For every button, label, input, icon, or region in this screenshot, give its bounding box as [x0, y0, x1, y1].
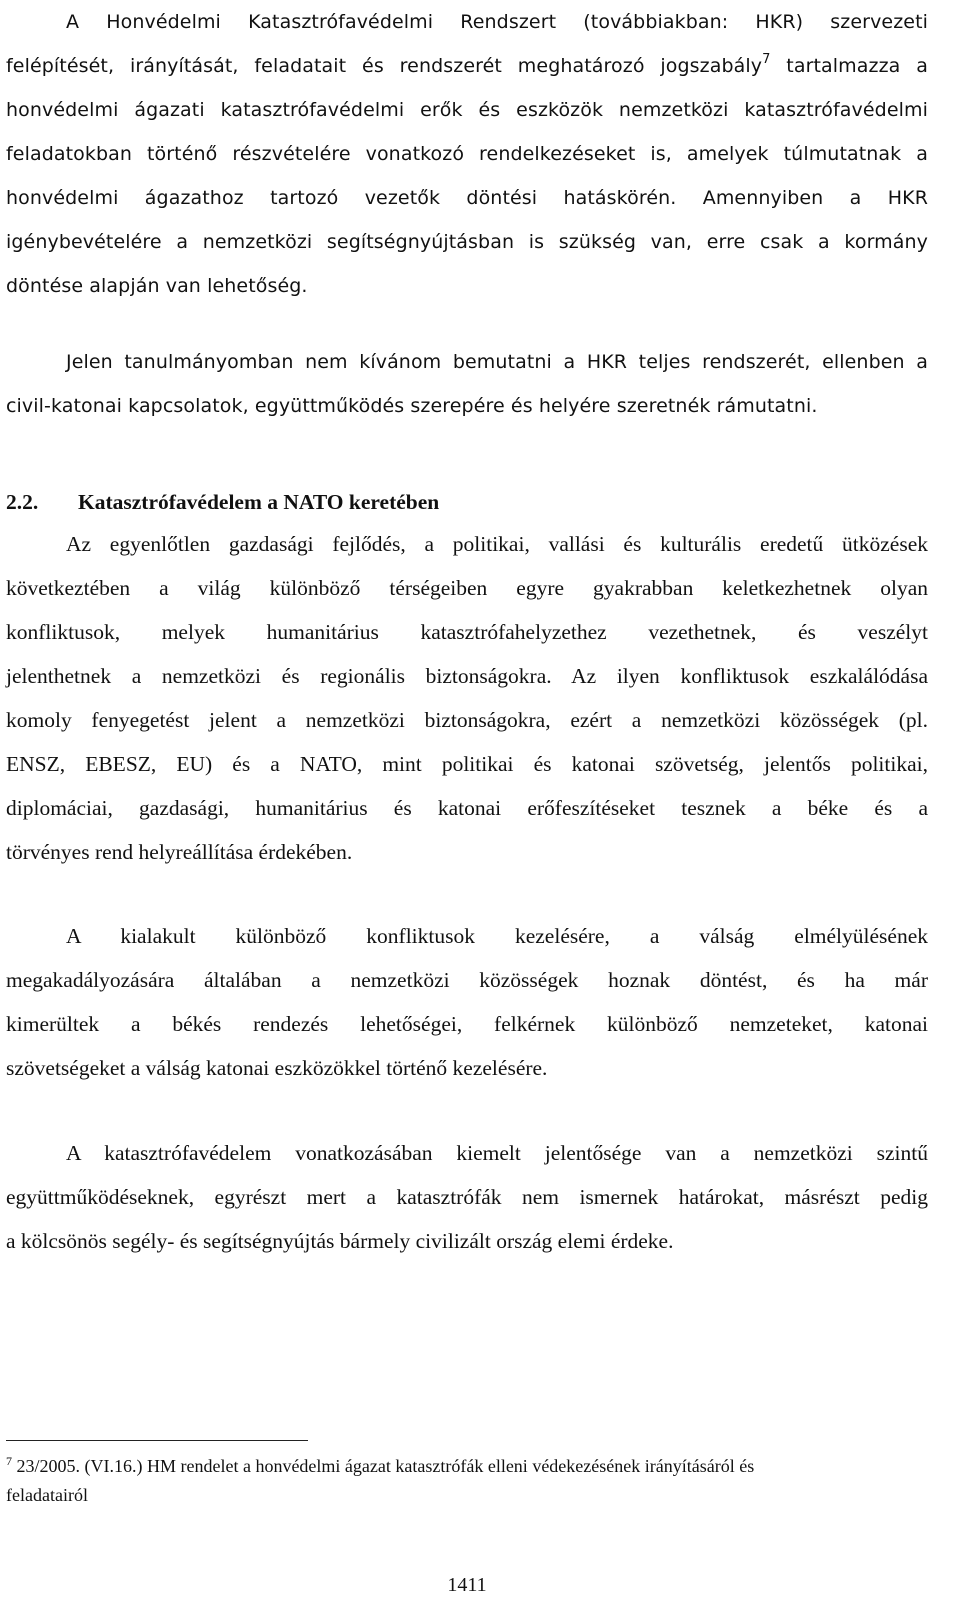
footnote-line [6, 1452, 906, 1481]
text-line: megakadályozására általában a nemzetközi közösségek hoznak döntést, és ha már [6, 968, 928, 992]
text-line: törvényes rend helyreállítása érdekében. [6, 840, 353, 864]
text-line: ENSZ, EBESZ, EU) és a NATO, mint politikai és katonai szövetség, jelentős politikai, [6, 752, 928, 776]
text-line: honvédelmi ágazati katasztrófavédelmi erők és eszközök nemzetközi katasztrófavédelmi [6, 99, 928, 121]
paragraph-nato-context [6, 522, 928, 874]
footnote-text: 23/2005. (VI.16.) HM rendelet a honvédelmi ágazat katasztrófák elleni védekezésének irányításáról és [16, 1456, 755, 1476]
footnote-marker: 7 [6, 1454, 12, 1468]
text-line: kimerültek a békés rendezés lehetőségei, felkérnek különböző nemzeteket, katonai [6, 1012, 928, 1036]
text-line: döntése alapján van lehetőség. [6, 275, 308, 297]
text-line: civil-katonai kapcsolatok, együttműködés szerepére és helyére szeretnék rámutatni. [6, 395, 818, 417]
text-line: komoly fenyegetést jelent a nemzetközi biztonságokra, ezért a nemzetközi közösségek (pl. [6, 708, 928, 732]
section-heading [6, 480, 439, 524]
text-line: A Honvédelmi Katasztrófavédelmi Rendszert (továbbiakban: HKR) szervezeti [66, 11, 928, 33]
footnote-divider [6, 1440, 308, 1441]
paragraph-hkr-intro [6, 0, 928, 308]
footnote [6, 1452, 906, 1510]
text-line: Az egyenlőtlen gazdasági fejlődés, a politikai, vallási és kulturális eredetű ütközések [66, 532, 928, 556]
text-line: konfliktusok, melyek humanitárius katasztrófahelyzethez vezethetnek, és veszélyt [6, 620, 928, 644]
footnote-line: feladatairól [6, 1485, 88, 1505]
text-line: szövetségeket a válság katonai eszközökkel történő kezelésére. [6, 1056, 548, 1080]
paragraph-conflict-handling [6, 914, 928, 1090]
text-line: együttműködéseknek, egyrészt mert a katasztrófák nem ismernek határokat, másrészt pedig [6, 1185, 928, 1209]
text-line: honvédelmi ágazathoz tartozó vezetők döntési hatáskörén. Amennyiben a HKR [6, 187, 928, 209]
text-line: igénybevételére a nemzetközi segítségnyújtásban is szükség van, erre csak a kormány [6, 231, 928, 253]
text-line: feladatokban történő részvételére vonatkozó rendelkezéseket is, amelyek túlmutatnak a [6, 143, 928, 165]
text-line: A katasztrófavédelem vonatkozásában kiemelt jelentősége van a nemzetközi szintű [66, 1141, 928, 1165]
paragraph-study-scope [6, 340, 928, 428]
text-line: A kialakult különböző konfliktusok kezelésére, a válság elmélyülésének [66, 924, 928, 948]
text-segment: felépítését, irányítását, feladatait és rendszerét meghatározó jogszabály [6, 55, 763, 77]
text-line: diplomáciai, gazdasági, humanitárius és katonai erőfeszítéseket tesznek a béke és a [6, 796, 928, 820]
text-line: jelenthetnek a nemzetközi és regionális biztonságokra. Az ilyen konfliktusok eszkalálódása [6, 664, 928, 688]
text-line: következtében a világ különböző térségeiben egyre gyakrabban keletkezhetnek olyan [6, 576, 928, 600]
paragraph-international-cooperation [6, 1131, 928, 1263]
text-segment: tartalmazza a [770, 55, 928, 77]
text-line [6, 44, 928, 88]
text-line: Jelen tanulmányomban nem kívánom bemutatni a HKR teljes rendszerét, ellenben a [66, 351, 928, 373]
section-title: Katasztrófavédelem a NATO keretében [78, 490, 440, 514]
footnote-reference[interactable]: 7 [762, 52, 771, 67]
page-number: 1411 [447, 1574, 487, 1596]
section-number: 2.2. [6, 490, 39, 514]
text-line: a kölcsönös segély- és segítségnyújtás bármely civilizált ország elemi érdeke. [6, 1229, 674, 1253]
